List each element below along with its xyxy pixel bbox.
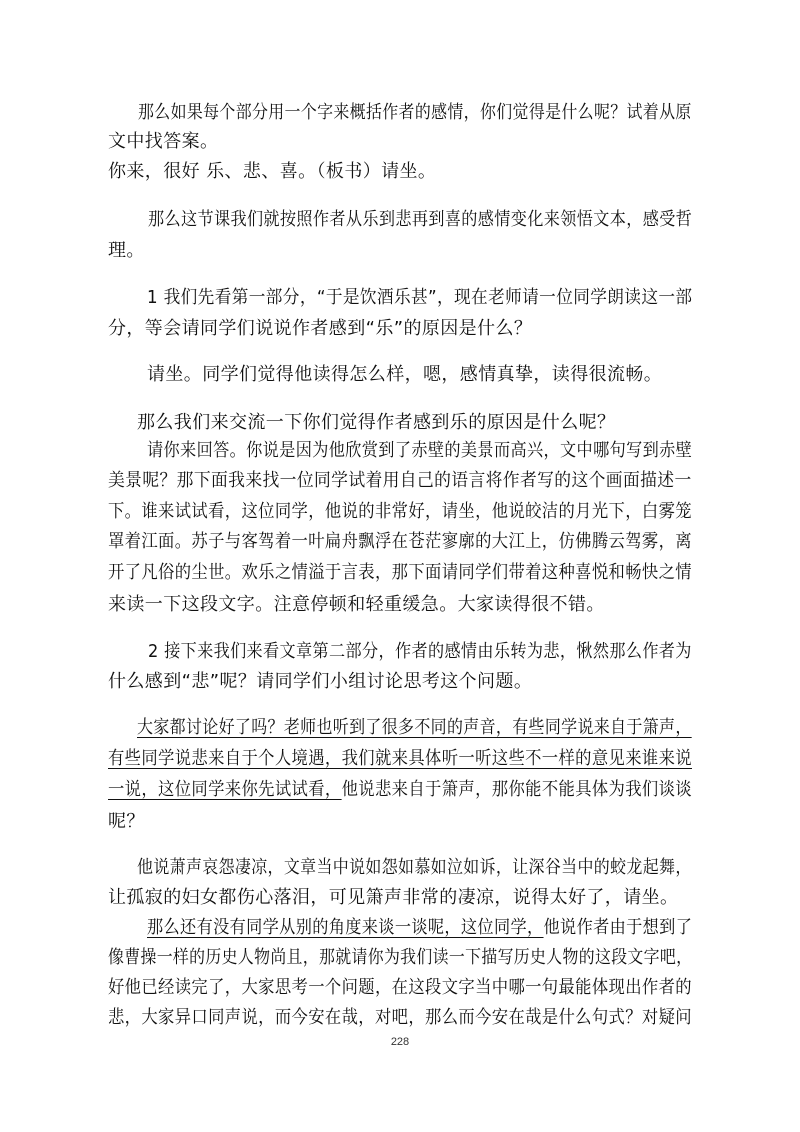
page-number: 228 bbox=[390, 1036, 410, 1048]
paragraph-10-line-1: 他说萧声哀怨凄凉，文章当中说如怨如慕如泣如诉，让深谷当中的蛟龙起舞， bbox=[137, 857, 692, 878]
paragraph-11-line-4: 悲，大家异口同声说，而今安在哉，对吧，那么而今安在哉是什么句式？对疑问 bbox=[108, 1007, 692, 1028]
paragraph-4-line-1: 1 我们先看第一部分，“于是饮酒乐甚”，现在老师请一位同学朗读这一部 bbox=[147, 287, 693, 308]
paragraph-7-line-5: 开了凡俗的尘世。欢乐之情溢于言表，那下面请同学们带着这种喜悦和畅快之情 bbox=[108, 562, 692, 583]
paragraph-8-line-1: 2 接下来我们来看文章第二部分，作者的感情由乐转为悲，愀然那么作者为 bbox=[148, 641, 692, 662]
paragraph-7-line-6: 来读一下这段文字。注意停顿和轻重缓急。大家读得很不错。 bbox=[108, 594, 605, 615]
paragraph-9-line-1: 大家都讨论好了吗？老师也听到了很多不同的声音，有些同学说来自于箫声， bbox=[137, 717, 692, 738]
underlined-phrase: 一说，这位同学来你先试试看， bbox=[108, 779, 342, 800]
paragraph-11-line-3: 好他已经读完了，大家思考一个问题，在这段文字当中哪一句最能体现出作者的 bbox=[108, 977, 692, 998]
paragraph-9-line-3 bbox=[108, 778, 692, 802]
paragraph-8-line-2: 什么感到“悲”呢？请同学们小组讨论思考这个问题。 bbox=[108, 671, 533, 692]
paragraph-5-line-1: 请坐。同学们觉得他读得怎么样，嗯，感情真挚，读得很流畅。 bbox=[147, 364, 663, 385]
paragraph-1-line-1: 那么如果每个部分用一个字来概括作者的感情，你们觉得是什么呢？试着从原 bbox=[138, 102, 692, 123]
underlined-phrase: 那么还有没有同学从别的角度来谈一谈呢，这位同学， bbox=[147, 917, 544, 938]
paragraph-9-line-2: 有些同学说悲来自于个人境遇，我们就来具体听一听这些不一样的意见来谁来说 bbox=[108, 748, 692, 769]
plain-phrase: 他说作者由于想到了 bbox=[543, 917, 693, 938]
paragraph-1-line-2: 文中找答案。 bbox=[108, 131, 219, 152]
paragraph-10-line-2: 让孤寂的妇女都伤心落泪，可见箫声非常的凄凉，说得太好了，请坐。 bbox=[108, 887, 679, 908]
paragraph-7-line-2: 美景呢？那下面我来找一位同学试着用自己的语言将作者写的这个画面描述一 bbox=[108, 470, 692, 491]
paragraph-7-line-4: 罩着江面。苏子与客驾着一叶扁舟飘浮在苍茫寥廓的大江上，仿佛腾云驾雾，离 bbox=[108, 531, 692, 552]
paragraph-3-line-2: 理。 bbox=[108, 240, 145, 261]
paragraph-7-line-3: 下。谁来试试看，这位同学，他说的非常好，请坐，他说皎洁的月光下，白雾笼 bbox=[108, 501, 692, 522]
paragraph-11-line-2: 像曹操一样的历史人物尚且，那就请你为我们读一下描写历史人物的这段文字吧， bbox=[108, 947, 693, 968]
paragraph-2-line-1: 你来，很好 乐、悲、喜。（板书）请坐。 bbox=[108, 161, 437, 182]
paragraph-3-line-1: 那么这节课我们就按照作者从乐到悲再到喜的感情变化来领悟文本，感受哲 bbox=[148, 209, 693, 230]
paragraph-11-line-1 bbox=[147, 916, 692, 940]
paragraph-4-line-2: 分，等会请同学们说说作者感到“乐”的原因是什么？ bbox=[108, 318, 533, 339]
paragraph-7-line-1: 请你来回答。你说是因为他欣赏到了赤壁的美景而高兴，文中哪句写到赤壁 bbox=[147, 440, 693, 461]
paragraph-9-line-4: 呢？ bbox=[108, 811, 145, 832]
plain-phrase: 他说悲来自于箫声，那你能不能具体为我们谈谈 bbox=[341, 779, 692, 800]
paragraph-6-line-1: 那么我们来交流一下你们觉得作者感到乐的原因是什么呢？ bbox=[137, 412, 616, 433]
